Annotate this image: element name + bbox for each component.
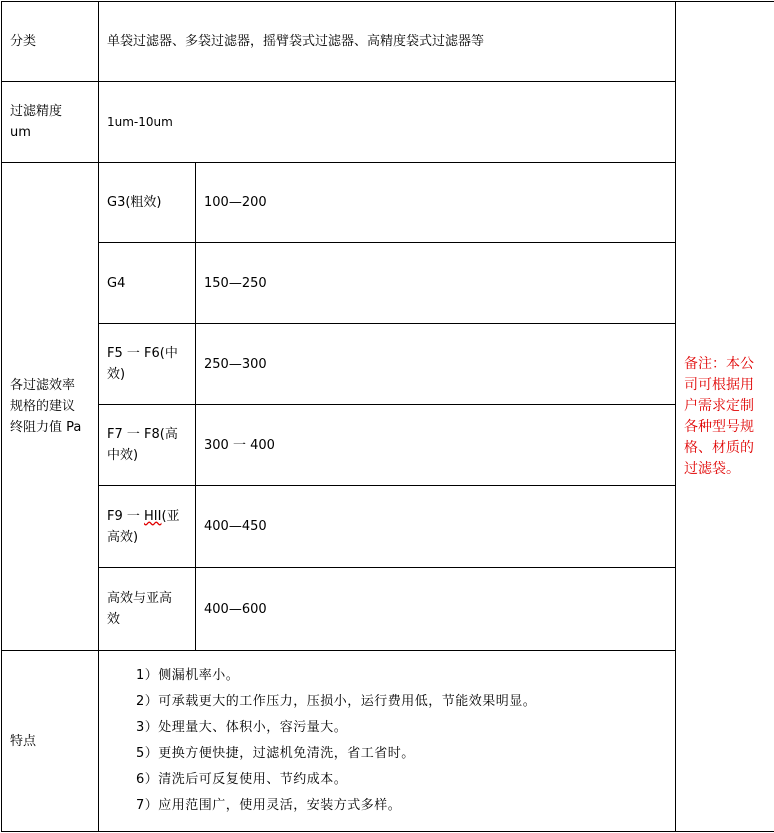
spec-table <box>1 1 774 832</box>
resistance-label-line1: 各过滤效率 <box>10 378 76 393</box>
grade-wavy-text: HII <box>144 508 162 524</box>
row-grade <box>2 163 774 243</box>
resistance-label <box>2 163 99 651</box>
grade-name-line2: 效 <box>107 612 121 627</box>
features-list <box>99 651 676 832</box>
feature-item: 7）应用范围广，使用灵活，安装方式多样。 <box>136 798 402 813</box>
remark-cell <box>676 2 774 832</box>
grade-prefix: F9 一 <box>107 508 145 524</box>
grade-range: 250—300 <box>196 324 676 405</box>
row-accuracy <box>2 82 774 163</box>
remark-line: 过滤袋。 <box>684 460 741 477</box>
row-grade <box>2 486 774 568</box>
row-features <box>2 651 774 832</box>
remark-line: 户需求定制 <box>684 397 755 414</box>
grade-name-line1: F5 一 F6(中 <box>107 346 178 361</box>
grade-range: 150—250 <box>196 243 676 324</box>
row-grade <box>2 568 774 651</box>
resistance-label-line2: 规格的建议 <box>10 399 76 414</box>
grade-name-line2: 高效) <box>107 529 139 545</box>
grade-range: 400—600 <box>196 568 676 651</box>
grade-range: 100—200 <box>196 163 676 243</box>
remark-line: 格、材质的 <box>684 439 755 456</box>
feature-item: 1）侧漏机率小。 <box>136 668 240 683</box>
row-grade <box>2 243 774 324</box>
resistance-label-line3: 终阻力值 Pa <box>10 420 82 435</box>
remark-line: 备注：本公 <box>684 355 755 372</box>
category-value: 单袋过滤器、多袋过滤器，摇臂袋式过滤器、高精度袋式过滤器等 <box>99 2 676 82</box>
feature-item: 6）清洗后可反复使用、节约成本。 <box>136 772 348 787</box>
grade-name <box>99 405 196 486</box>
grade-range: 400—450 <box>196 486 676 568</box>
accuracy-value: 1um-10um <box>99 82 676 163</box>
grade-name <box>99 324 196 405</box>
grade-name: G4 <box>99 243 196 324</box>
row-category <box>2 2 774 82</box>
grade-name <box>99 486 196 568</box>
grade-name-line1 <box>107 506 187 527</box>
grade-range: 300 一 400 <box>196 405 676 486</box>
feature-item: 2）可承载更大的工作压力，压损小，运行费用低，节能效果明显。 <box>136 694 537 709</box>
row-grade <box>2 324 774 405</box>
grade-name <box>99 568 196 651</box>
row-grade <box>2 405 774 486</box>
feature-item: 5）更换方便快捷，过滤机免清洗，省工省时。 <box>136 746 415 761</box>
feature-item: 3）处理量大、体积小，容污量大。 <box>136 720 348 735</box>
grade-suffix: (亚 <box>161 508 180 524</box>
remark-line: 各种型号规 <box>684 418 755 435</box>
remark-line: 司可根据用 <box>684 376 755 393</box>
grade-name-line1: F7 一 F8(高 <box>107 427 178 442</box>
accuracy-label <box>2 82 99 163</box>
grade-name-line1: 高效与亚高 <box>107 591 173 606</box>
accuracy-label-line1: 过滤精度 <box>10 104 63 119</box>
grade-name-line2: 中效) <box>107 448 139 463</box>
grade-name-line2: 效) <box>107 367 126 382</box>
features-label: 特点 <box>2 651 99 832</box>
category-label: 分类 <box>2 2 99 82</box>
grade-name: G3(粗效) <box>99 163 196 243</box>
accuracy-label-line2: um <box>10 125 31 140</box>
